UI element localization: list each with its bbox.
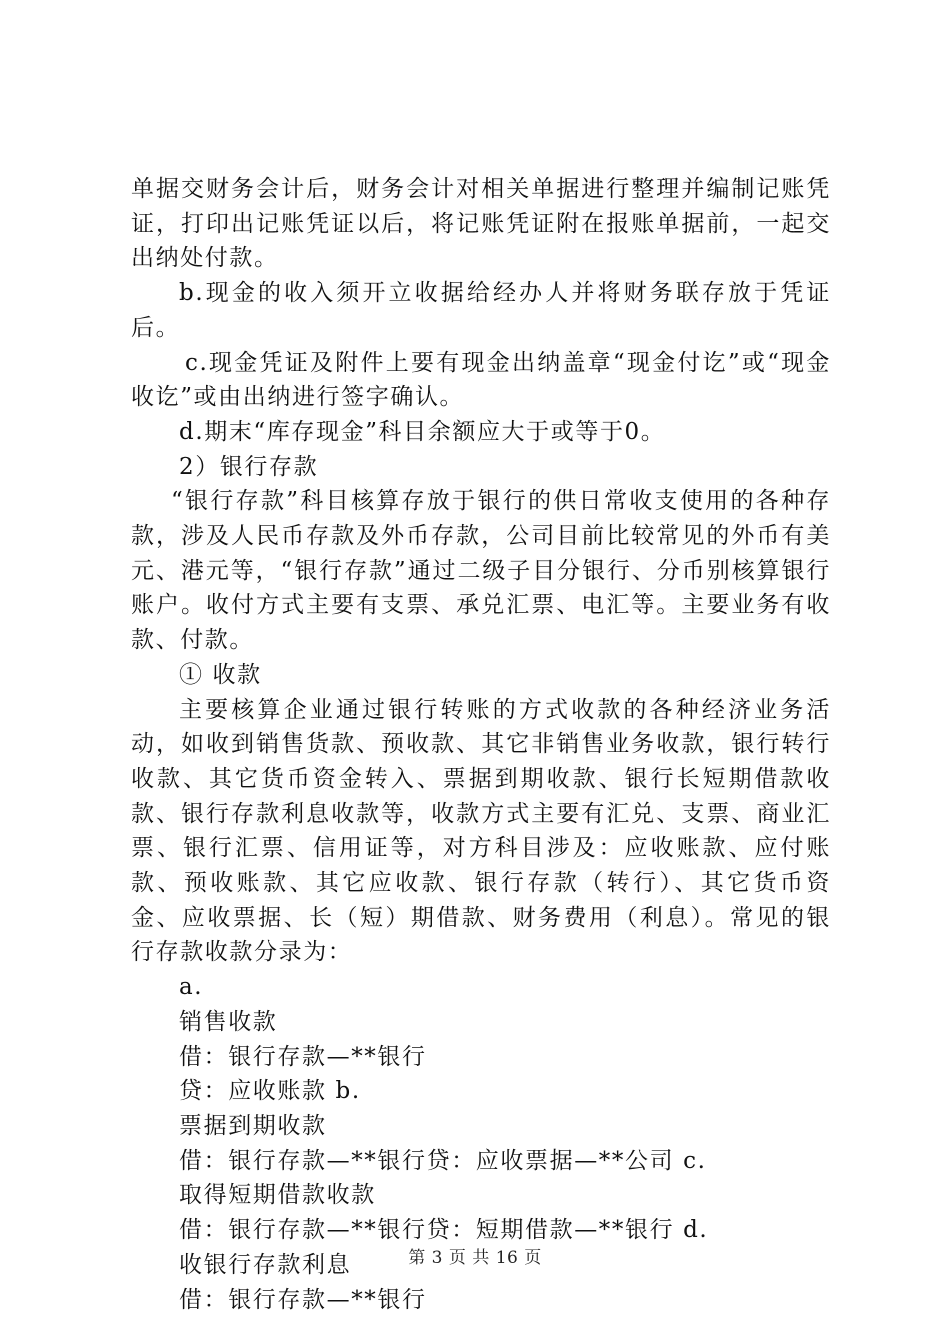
paragraph-cash-balance: d.期末“库存现金”科目余额应大于或等于0。 — [179, 418, 666, 445]
entry-line: 收银行存款利息 — [179, 1251, 352, 1278]
entry-line: 取得短期借款收款 — [179, 1182, 376, 1209]
entry-line: 销售收款 — [179, 1008, 278, 1035]
paragraph-cash-receipt: b.现金的收入须开立收据给经办人并将财务联存放于凭证后。 — [131, 280, 831, 341]
paragraph-bank-deposit: “银行存款”科目核算存放于银行的供日常收支使用的各种存款，涉及人民币存款及外币存款，公司目前比较常见的外币有美元、港元等，“银行存款”通过二级子目分银行、分币别核算银行账户。收付方式主要有支票、承兑汇票、电汇等。主要业务有收款、付款。 — [131, 488, 831, 654]
entry-line: 借：银行存款—**银行 — [179, 1286, 427, 1313]
heading-bank-deposit: 2）银行存款 — [179, 453, 319, 480]
entry-line: 贷：应收账款 b. — [179, 1078, 361, 1105]
paragraph-voucher-process: 单据交财务会计后，财务会计对相关单据进行整理并编制记账凭证，打印出记账凭证以后，将记账凭证附在报账单据前，一起交出纳处付款。 — [131, 176, 831, 272]
entry-line: 票据到期收款 — [179, 1112, 327, 1139]
entry-line: 借：银行存款—**银行贷：应收票据—**公司 c. — [179, 1147, 707, 1174]
paragraph-receipts: 主要核算企业通过银行转账的方式收款的各种经济业务活动，如收到销售货款、预收款、其它非销售业务收款，银行转行收款、其它货币资金转入、票据到期收款、银行长短期借款收款、银行存款利息收款等，收款方式主要有汇兑、支票、商业汇票、银行汇票、信用证等，对方科目涉及：应收账款、应付账款、预收账款、其它应收款、银行存款（转行）、其它货币资金、应收票据、长（短）期借款、财务费用（利息）。常见的银行存款收款分录为： — [131, 696, 831, 966]
page-footer: 第 3 页 共 16 页 — [408, 1248, 542, 1268]
document-body — [131, 172, 831, 1317]
heading-receipts: ① 收款 — [179, 661, 262, 688]
entry-line: 借：银行存款—**银行贷：短期借款—**银行 d. — [179, 1217, 709, 1244]
paragraph-cash-stamp: c.现金凭证及附件上要有现金出纳盖章“现金付讫”或“现金收讫”或由出纳进行签字确认。 — [131, 349, 831, 411]
entry-line: a. — [179, 974, 204, 1001]
entry-line: 借：银行存款—**银行 — [179, 1043, 427, 1070]
